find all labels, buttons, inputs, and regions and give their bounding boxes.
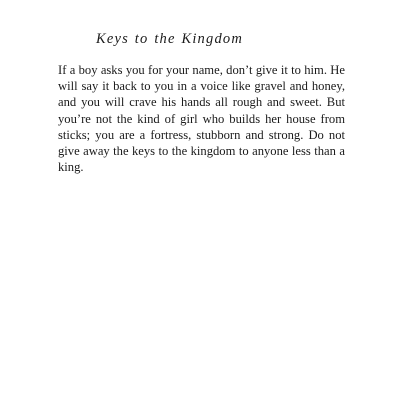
- poem-body: If a boy asks you for your name, don’t give it to him. He will say it back to you in a voice like gravel and honey, and you will crave his hands all rough and sweet. But you’re not the kind of girl who builds her house from sticks; you are a fortress, stubborn and strong. Do not give away the keys to the kingdom to anyone less than a king.: [58, 63, 345, 175]
- poem-title: Keys to the Kingdom: [96, 31, 244, 47]
